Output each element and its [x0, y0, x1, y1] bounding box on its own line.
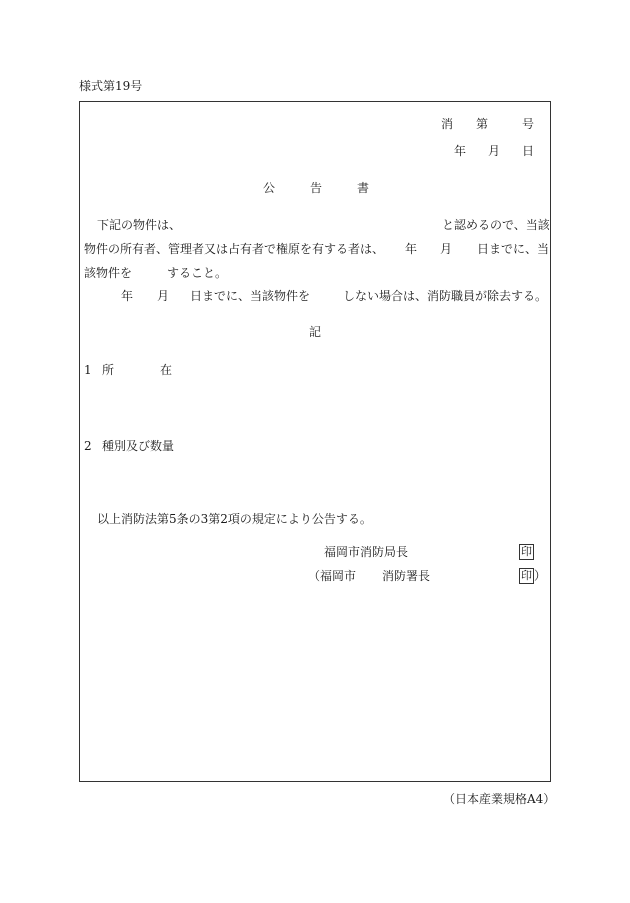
signature-station-city: （福岡市 — [308, 569, 357, 583]
seal-mark-1: 印 — [521, 545, 532, 558]
title-char-2: 告 — [310, 181, 323, 195]
signature-station-close: ） — [534, 568, 547, 583]
body-line1-end: と認めるので、当該 — [442, 218, 550, 232]
body-line4-month: 月 — [157, 289, 170, 303]
date-year: 年 — [454, 144, 467, 158]
ref-no-prefix: 消 — [441, 117, 454, 131]
body-line1-start: 下記の物件は、 — [97, 218, 182, 232]
body-line4-end: しない場合は、消防職員が除去する。 — [343, 289, 548, 303]
signature-chief: 福岡市消防局長 — [324, 545, 409, 559]
form-number: 様式第19号 — [79, 79, 143, 93]
body-line4-middle: 日までに、当該物件を — [190, 289, 311, 303]
seal-chief — [519, 544, 534, 560]
item-2-label: 種別及び数量 — [102, 439, 175, 453]
item-1-label-b: 在 — [160, 363, 173, 377]
ki-marker: 記 — [309, 325, 322, 339]
date-month: 月 — [488, 144, 501, 158]
body-line2-month: 月 — [440, 242, 453, 256]
body-line3-start: 該物件を — [84, 266, 133, 280]
seal-mark-2: 印 — [521, 569, 532, 582]
body-line4-year: 年 — [121, 289, 134, 303]
item-1-number: 1 — [84, 363, 92, 377]
seal-station — [519, 568, 546, 584]
date-day: 日 — [522, 144, 535, 158]
body-line2-start: 物件の所有者、管理者又は占有者で権原を有する者は、 — [84, 242, 385, 256]
body-line3-end: すること。 — [167, 266, 228, 280]
ref-no-dai: 第 — [476, 117, 489, 131]
item-2-number: 2 — [84, 439, 92, 453]
body-line2-end: 日までに、当 — [477, 242, 550, 256]
title-char-1: 公 — [263, 181, 276, 195]
signature-station-chief: 消防署長 — [382, 569, 431, 583]
item-1-label-a: 所 — [102, 363, 115, 377]
title-char-3: 書 — [357, 181, 370, 195]
footer-paper-size-note: （日本産業規格A4） — [443, 792, 556, 806]
body-line2-year: 年 — [405, 242, 418, 256]
ref-no-gou: 号 — [522, 117, 535, 131]
closing-statement: 以上消防法第5条の3第2項の規定により公告する。 — [97, 512, 372, 526]
